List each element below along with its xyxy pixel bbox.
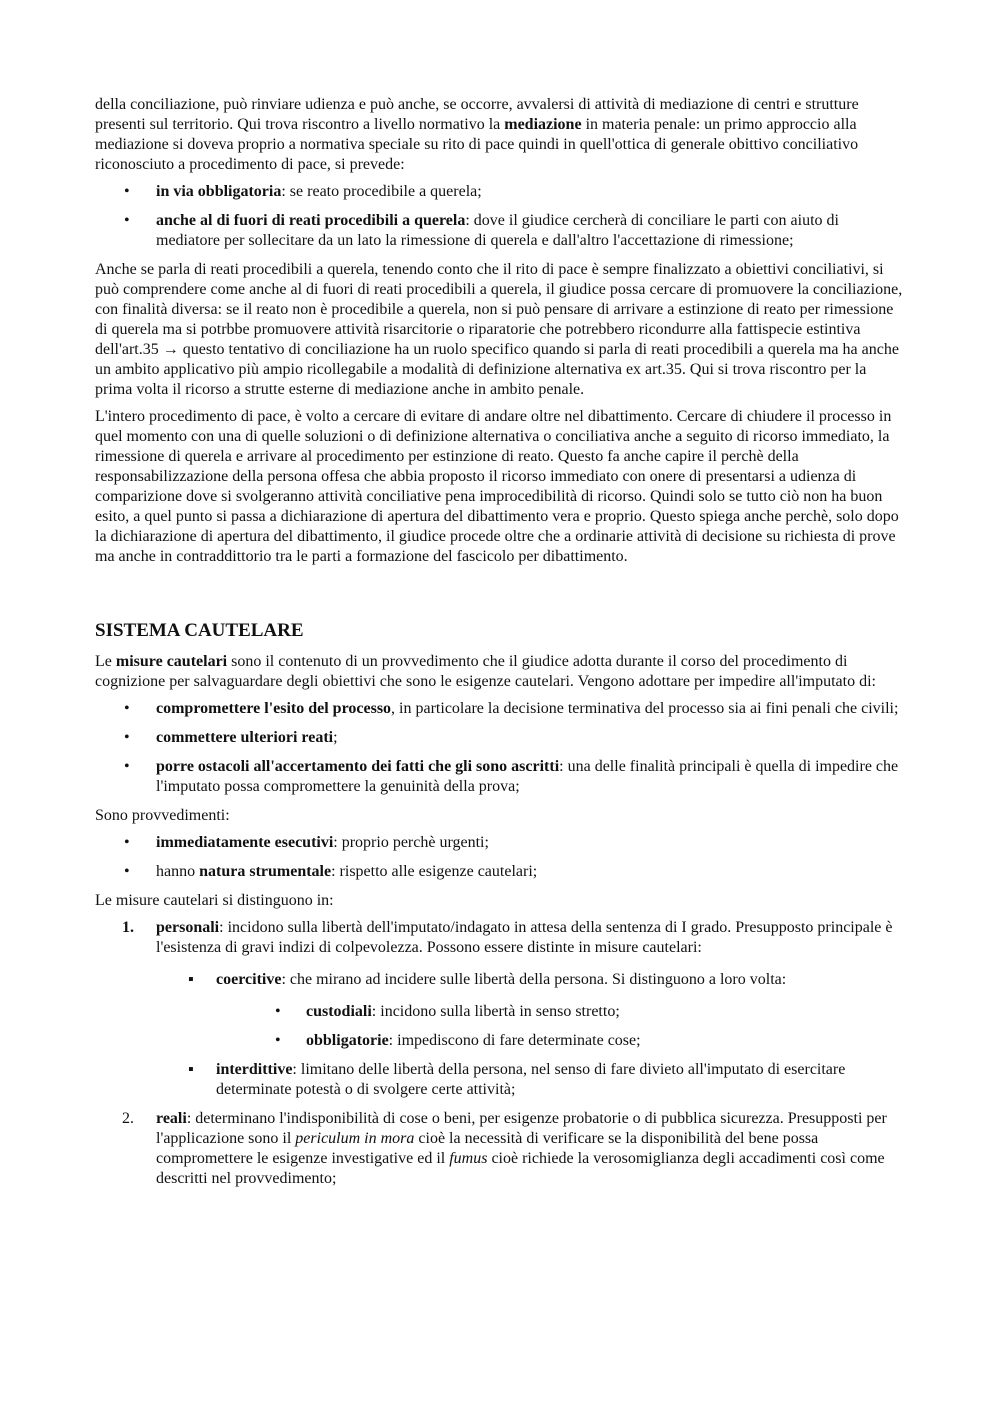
intro-paragraph-2: Anche se parla di reati procedibili a querela, tenendo conto che il rito di pace è sempre finalizzato a obiettivi conciliativi, si può comprendere come anche al di fuori di reati procedibili a querela, il giudice possa cercare di promuovere la conciliazione, con finalità diversa: se il reato non è procedibile a querela, non si può pensare di arrivare a estinzione di reato per rimessione di querela ma si potrbbe promuovere attività risarcitorie o riparatorie che potrebbero ricondurre alla fattispecie estintiva dell'art.35 → questo tentativo di conciliazione ha un ruolo specifico quando si parla di reati procedibili a querela ma ha anche un ambito applicativo più ampio ricollegabile a modalità di definizione alternativa ex art.35. Qui si trova riscontro per la prima volta il ricorso a strutte esterne di mediazione anche in ambito penale. [95, 261, 903, 398]
bold-term: commettere ulteriori reati [156, 729, 334, 746]
objectives-list [95, 699, 904, 797]
subsub-item [155, 1002, 904, 1022]
bullet-icon [124, 833, 130, 853]
text-run: , in particolare la decisione terminativa del processo sia ai fini penali che civili; [391, 700, 899, 717]
sub-item-coercitive [95, 970, 904, 1051]
bold-term: anche al di fuori di reati procedibili a querela [156, 212, 466, 229]
text-run: : una delle finalità principali è quella di impedire che l'imputato possa compromettere la genuinità della prova; [156, 758, 899, 795]
text-run: della conciliazione, può rinviare udienza e può anche, se occorre, avvalersi di attività di mediazione di centri e strutture presenti sul territorio. Qui trova riscontro a livello normativo la [95, 96, 859, 133]
section-paragraph-2: Sono provvedimenti: [95, 807, 230, 824]
item-number: 1. [122, 919, 134, 936]
text-run: : limitano delle libertà della persona, nel senso di fare divieto all'imputato di esercitare determinate potestà o di svolgere certe attività; [216, 1061, 846, 1098]
text-run: sono il contenuto di un provvedimento che il giudice adotta durante il corso del procedimento di cognizione per salvaguardare degli obiettivi che sono le esigenze cautelari. Vengono adottare per impedire all'imputato di: [95, 653, 876, 690]
sub-item-interdittive [95, 1060, 904, 1100]
bullet-icon [124, 211, 130, 231]
bold-term: personali [156, 919, 220, 936]
text-run: : proprio perchè urgenti; [333, 834, 489, 851]
item-number: 2. [122, 1110, 134, 1127]
list-item [95, 211, 904, 251]
bullet-icon [124, 862, 130, 882]
subsub-item [155, 1031, 904, 1051]
bullet-icon [275, 1031, 281, 1051]
list-item [95, 182, 904, 202]
bullet-icon [124, 728, 130, 748]
bold-term: porre ostacoli all'accertamento dei fatti che gli sono ascritti [156, 758, 560, 775]
coercitive-sublist [216, 1002, 904, 1051]
text-run: : se reato procedibile a querela; [281, 183, 482, 200]
bold-term: reali [156, 1110, 187, 1127]
list-item [95, 862, 904, 882]
text-run: cioè la necessità di verificare se la disponibilità del bene possa compromettere le esigenze investigative ed il [156, 1130, 819, 1167]
bold-term: obbligatorie [306, 1032, 389, 1049]
text-run: : rispetto alle esigenze cautelari; [331, 863, 538, 880]
list-item [95, 757, 904, 797]
bold-term: mediazione [504, 116, 582, 133]
section-heading: SISTEMA CAUTELARE [95, 620, 304, 641]
spacer [95, 574, 904, 619]
section-paragraph-3: Le misure cautelari si distinguono in: [95, 892, 334, 909]
bullet-icon [124, 182, 130, 202]
bold-term: coercitive [216, 971, 282, 988]
text-run: hanno [156, 863, 200, 880]
list-item [95, 833, 904, 853]
intro-paragraph-3: L'intero procedimento di pace, è volto a cercare di evitare di andare oltre nel dibattimento. Cercare di chiudere il processo in quel momento con una di quelle soluzioni o di definizione alternativa o conciliativa anche a seguito di ricorso immediato, la rimessione di querela e arrivare al procedimento per estinzione di reato. Questo fa anche capire il perchè della responsabilizzazione della persona offesa che abbia proposto il ricorso immediato con onere di presentarsi a udienza di comparizione dove si svolgeranno attività conciliative pena improcedibilità di ricorso. Quindi solo se tutto ciò non ha buon esito, a quel punto si passa a dichiarazione di apertura del dibattimento vera e proprio. Questo spiega anche perchè, solo dopo la dichiarazione di apertura del dibattimento, il giudice procede oltre che a ordinarie attività di decisione su richiesta di prove ma anche in contraddittorio tra le parti a formazione del fascicolo per dibattimento. [95, 408, 899, 565]
bullet-icon [124, 757, 130, 777]
text-run: : determinano l'indisponibilità di cose o beni, per esigenze probatorie o di pubblica sicurezza. Presupposti per l'applicazione sono il [156, 1110, 887, 1147]
italic-term: periculum in mora [295, 1130, 415, 1147]
text-run: : incidono sulla libertà in senso stretto; [371, 1003, 620, 1020]
classification-list [95, 918, 904, 1189]
bold-term: compromettere l'esito del processo [156, 700, 392, 717]
intro-paragraph-1 [95, 95, 904, 175]
ordered-item-personali [95, 918, 904, 1100]
mediation-list [95, 182, 904, 251]
text-run: cioè richiede la verosomiglianza degli accadimenti così come descritti nel provvedimento; [156, 1150, 885, 1187]
text-run: in materia penale: un primo approccio alla mediazione si doveva proprio a normativa speciale su rito di pace quindi in quell'ottica di generale obittivo conciliativo riconosciuto a procedimento di pace, si prevede: [95, 116, 859, 173]
text-run: ; [333, 729, 338, 746]
italic-term: fumus [449, 1150, 488, 1167]
bold-term: custodiali [306, 1003, 372, 1020]
ordered-item-reali [95, 1109, 904, 1189]
list-item [95, 728, 904, 748]
bullet-icon [275, 1002, 281, 1022]
bold-term: interdittive [216, 1061, 293, 1078]
section-paragraph-1 [95, 652, 904, 692]
square-bullet-icon [188, 970, 194, 990]
bold-term: misure cautelari [115, 653, 228, 670]
bold-term: immediatamente esecutivi [156, 834, 334, 851]
text-run: : che mirano ad incidere sulle libertà della persona. Si distinguono a loro volta: [281, 971, 787, 988]
text-run: Le [95, 653, 116, 670]
bullet-icon [124, 699, 130, 719]
personali-sublist [156, 970, 904, 1100]
bold-term: in via obbligatoria [156, 183, 282, 200]
text-run: : impediscono di fare determinate cose; [388, 1032, 641, 1049]
square-bullet-icon [188, 1060, 194, 1080]
bold-term: natura strumentale [199, 863, 332, 880]
provvedimenti-list [95, 833, 904, 882]
text-run: : incidono sulla libertà dell'imputato/indagato in attesa della sentenza di I grado. Presupposto principale è l'esistenza di gravi indizi di colpevolezza. Possono essere distinte in misure cautelari: [156, 919, 893, 956]
list-item [95, 699, 904, 719]
text-run: : dove il giudice cercherà di conciliare le parti con aiuto di mediatore per sollecitare da un lato la rimessione di querela e dall'altro l'accettazione di rimessione; [156, 212, 839, 249]
